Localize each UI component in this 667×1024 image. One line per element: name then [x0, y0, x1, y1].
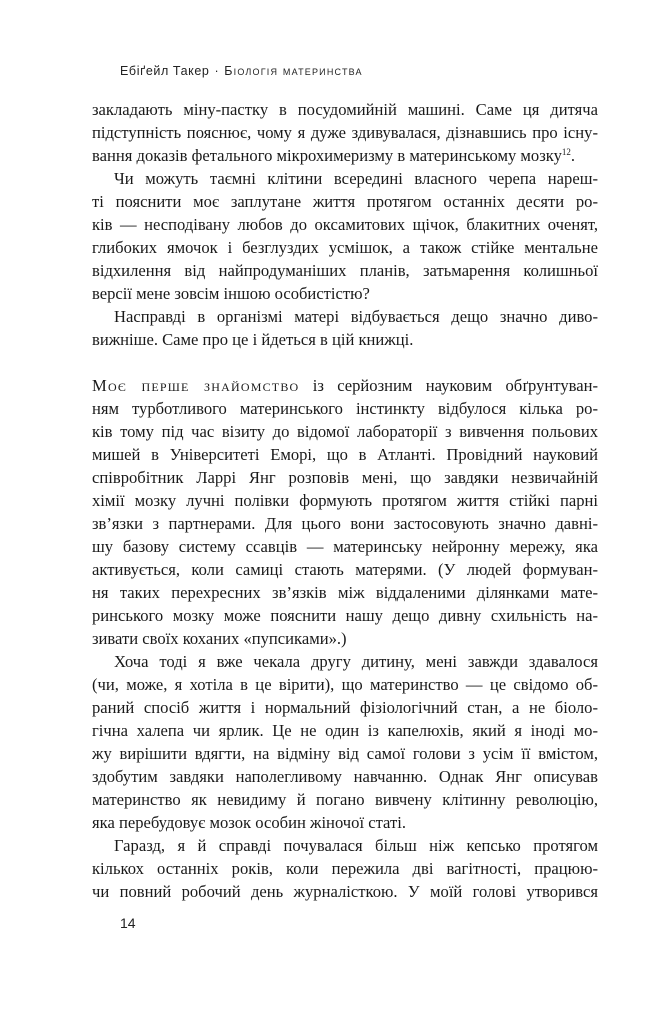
paragraph	[92, 834, 598, 903]
text-line: активується, коли самиці стають матерями. (У людей формуван-	[92, 560, 598, 579]
text-line: шу базову систему ссавців — материнську нейронну мережу, яка	[92, 537, 598, 556]
section-break	[92, 351, 598, 374]
text-line: ня таких перехресних зв’язків між віддаленими ділянками мате-	[92, 583, 598, 602]
text-line: материнство як невидиму й погано вивчену клітинну революцію,	[92, 790, 598, 809]
running-head-book-title: Біологія материнства	[224, 64, 363, 78]
lead-in-text: Моє перше знайомство	[92, 376, 300, 395]
text-line: жу вирішити вдягти, на відміну від самої голови з усім її вмістом,	[92, 744, 598, 763]
text-line: яка перебудовує мозок особин жіночої статі.	[92, 813, 406, 832]
text-line: ків — несподівану любов до оксамитових щічок, блакитних оченят,	[92, 215, 598, 234]
text-line-tail: .	[570, 146, 576, 165]
text-line: закладають міну-пастку в посудомийній машині. Саме ця дитяча	[92, 100, 598, 119]
text-line: (чи, може, я хотіла в це вірити), що материнство — це свідомо об-	[92, 675, 598, 694]
text-line: ків тому під час візиту до відомої лабораторії з вивчення польових	[92, 422, 598, 441]
running-head	[120, 64, 363, 78]
footnote-reference: 12	[561, 147, 571, 157]
paragraph	[92, 305, 598, 351]
text-line: хімії мозку лучні полівки формують протягом життя стійкі парні	[92, 491, 598, 510]
paragraph	[92, 167, 598, 305]
text-line: Хоча тоді я вже чекала другу дитину, мені завжди здавалося	[114, 652, 598, 671]
text-line: Гаразд, я й справді почувалася більш ніж кепсько протягом	[114, 836, 598, 855]
text-line: Насправді в організмі матері відбувається дещо значно диво-	[114, 307, 598, 326]
running-head-separator: ·	[214, 64, 220, 78]
text-line: вижніше. Саме про це і йдеться в цій книжці.	[92, 330, 414, 349]
paragraph	[92, 98, 598, 167]
text-line: зивати своїх коханих «пупсиками».)	[92, 629, 347, 648]
text-line-content: із серйозним науковим обґрунтуван-	[299, 376, 598, 395]
text-line-content: вання доказів фетального мікрохимеризму в материнському мозку	[92, 146, 562, 165]
text-line: здобутим завдяки наполегливому навчанню. Однак Янг описував	[92, 767, 598, 786]
text-line: відхилення від найпродуманіших планів, затьмарення колишньої	[92, 261, 598, 280]
body-text	[92, 98, 598, 903]
text-line	[92, 374, 598, 397]
text-line: мишей в Університеті Еморі, що в Атланті. Провідний науковий	[92, 445, 598, 464]
text-line: версії мене зовсім іншою особистістю?	[92, 284, 370, 303]
text-line	[92, 144, 598, 167]
text-line: зв’язки з партнерами. Для цього вони застосовують значно давні-	[92, 514, 598, 533]
paragraph	[92, 650, 598, 834]
text-line: гічна халепа чи ярлик. Це не один із капелюхів, який я іноді мо-	[92, 721, 598, 740]
text-line: підступність пояснює, чому я дуже здивувалася, дізнавшись про існу-	[92, 123, 598, 142]
text-line: кількох останніх років, коли пережила дві вагітності, працюю-	[92, 859, 598, 878]
text-line: ням турботливого материнського інстинкту відбулося кілька ро-	[92, 399, 598, 418]
page-number: 14	[120, 915, 136, 931]
text-line: глибоких ямочок і безглуздих усмішок, а також стійке ментальне	[92, 238, 598, 257]
text-line: раний спосіб життя і нормальний фізіологічний стан, а не біоло-	[92, 698, 598, 717]
paragraph	[92, 374, 598, 650]
text-line: ті пояснити моє заплутане життя протягом останніх десяти ро-	[92, 192, 598, 211]
text-line: співробітник Ларрі Янг розповів мені, що завдяки незвичайній	[92, 468, 598, 487]
running-head-author: Ебіґейл Такер	[120, 64, 210, 78]
text-line: Чи можуть таємні клітини всередині власного черепа нареш-	[114, 169, 598, 188]
text-line: чи повний робочий день журналісткою. У моїй голові утворився	[92, 882, 598, 901]
text-line: ринського мозку може пояснити нашу дещо дивну схильність на-	[92, 606, 598, 625]
